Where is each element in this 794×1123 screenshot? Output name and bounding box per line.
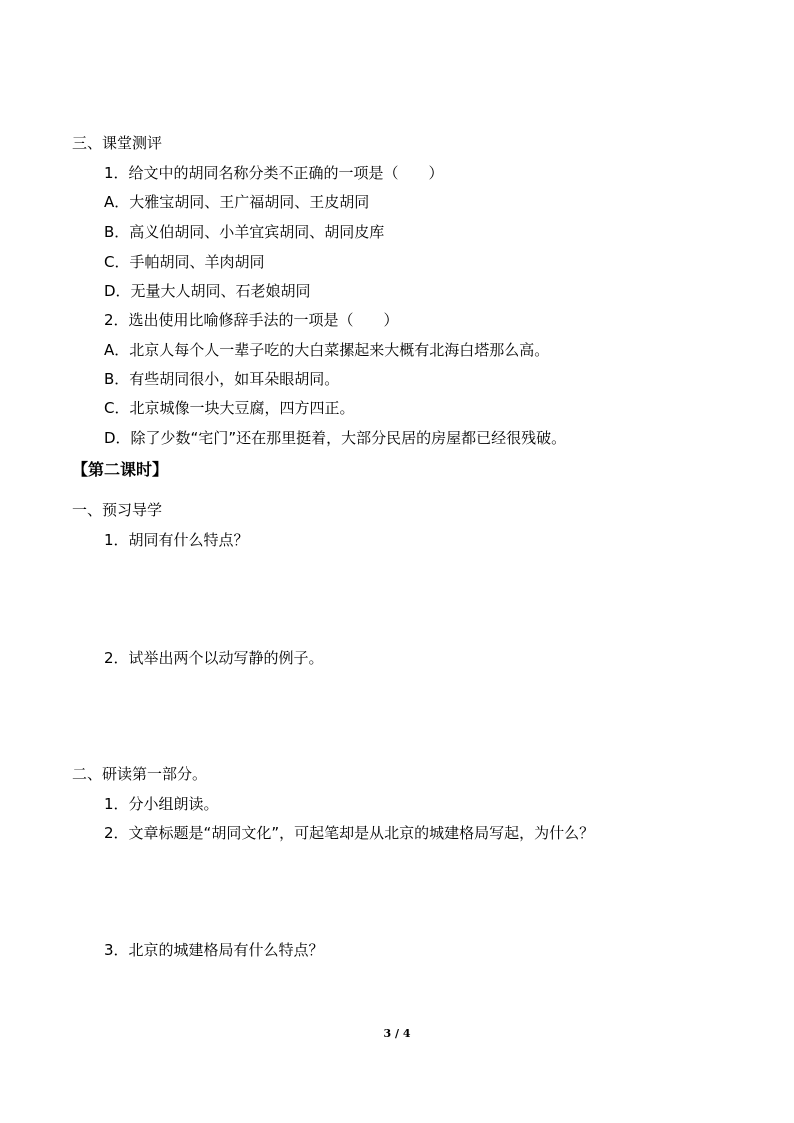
question-2-option-c: C．北京城像一块大豆腐，四方四正。 bbox=[104, 399, 355, 417]
question-2-option-d: D．除了少数“宅门”还在那里挺着，大部分民居的房屋都已经很残破。 bbox=[104, 429, 567, 447]
lesson-2-heading: 【第二课时】 bbox=[72, 460, 169, 479]
part-2-question-3: 3．北京的城建格局有什么特点？ bbox=[104, 941, 324, 959]
page-number: 3 / 4 bbox=[383, 1027, 411, 1040]
question-1-option-c: C．手帕胡同、羊肉胡同 bbox=[104, 253, 265, 271]
question-2-option-b: B．有些胡同很小，如耳朵眼胡同。 bbox=[104, 370, 340, 388]
part-1-question-2: 2．试举出两个以动写静的例子。 bbox=[104, 649, 324, 667]
part-2-title: 二、研读第一部分。 bbox=[72, 765, 208, 783]
section-3-title: 三、课堂测评 bbox=[72, 134, 163, 152]
question-1: 1．给文中的胡同名称分类不正确的一项是（ ） bbox=[104, 164, 444, 182]
part-1-question-1: 1．胡同有什么特点？ bbox=[104, 531, 249, 549]
part-2-question-2: 2．文章标题是“胡同文化”，可起笔却是从北京的城建格局写起，为什么？ bbox=[104, 824, 595, 842]
question-1-option-a: A．大雅宝胡同、王广福胡同、王皮胡同 bbox=[104, 193, 370, 211]
part-1-title: 一、预习导学 bbox=[72, 501, 163, 519]
part-2-question-1: 1．分小组朗读。 bbox=[104, 795, 219, 813]
question-1-option-d: D．无量大人胡同、石老娘胡同 bbox=[104, 282, 311, 300]
question-2: 2．选出使用比喻修辞手法的一项是（ ） bbox=[104, 311, 399, 329]
question-2-option-a: A．北京人每个人一辈子吃的大白菜摞起来大概有北海白塔那么高。 bbox=[104, 341, 550, 359]
question-1-option-b: B．高义伯胡同、小羊宜宾胡同、胡同皮库 bbox=[104, 223, 385, 241]
